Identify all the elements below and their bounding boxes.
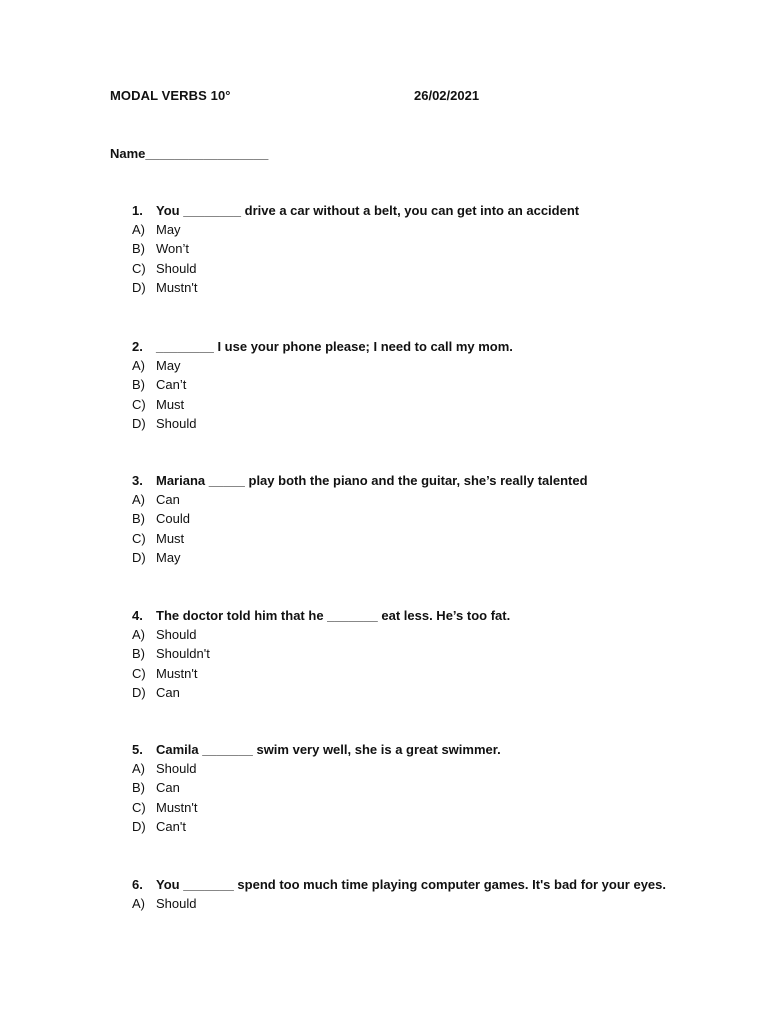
option-text: Should bbox=[156, 896, 197, 911]
option-letter: D) bbox=[132, 279, 146, 295]
option-text: Should bbox=[156, 761, 197, 776]
answer-option-a bbox=[132, 625, 672, 644]
question-6 bbox=[132, 875, 672, 913]
option-letter: B) bbox=[132, 780, 145, 796]
option-text: Mustn't bbox=[156, 665, 198, 681]
question-stem bbox=[132, 875, 672, 894]
option-text: Must bbox=[156, 530, 185, 546]
question-2 bbox=[132, 337, 672, 433]
option-letter: D) bbox=[132, 415, 146, 431]
worksheet-date: 26/02/2021 bbox=[414, 88, 480, 103]
answer-option-b bbox=[132, 509, 672, 528]
option-text: Must bbox=[156, 396, 185, 412]
option-text: Could bbox=[156, 511, 190, 527]
question-number: 1. bbox=[132, 203, 143, 218]
option-letter: C) bbox=[132, 396, 146, 412]
option-letter: C) bbox=[132, 530, 146, 546]
option-letter: B) bbox=[132, 377, 145, 393]
question-stem bbox=[132, 337, 672, 356]
option-letter: A) bbox=[132, 896, 145, 911]
answer-option-d bbox=[132, 414, 672, 433]
answer-option-c bbox=[132, 395, 672, 414]
option-text: Can bbox=[156, 780, 180, 796]
option-text: May bbox=[156, 222, 181, 237]
question-number: 2. bbox=[132, 339, 143, 354]
name-field-label: Name_________________ bbox=[110, 146, 269, 161]
answer-option-d bbox=[132, 278, 672, 297]
answer-option-b bbox=[132, 239, 672, 258]
question-number: 6. bbox=[132, 877, 143, 892]
answer-option-b bbox=[132, 375, 672, 394]
option-letter: D) bbox=[132, 684, 146, 700]
option-letter: B) bbox=[132, 241, 145, 257]
question-3 bbox=[132, 471, 672, 567]
option-letter: A) bbox=[132, 761, 145, 776]
option-text: May bbox=[156, 358, 181, 373]
option-letter: C) bbox=[132, 260, 146, 276]
question-stem bbox=[132, 740, 672, 759]
option-letter: C) bbox=[132, 665, 146, 681]
option-text: May bbox=[156, 549, 181, 565]
option-letter: B) bbox=[132, 646, 145, 662]
option-letter: A) bbox=[132, 627, 145, 642]
question-text: You _______ spend too much time playing computer games. It's bad for your eyes. bbox=[156, 877, 666, 892]
option-letter: A) bbox=[132, 222, 145, 237]
worksheet-title: MODAL VERBS 10° bbox=[110, 88, 231, 103]
option-letter: A) bbox=[132, 492, 145, 507]
option-letter: B) bbox=[132, 511, 145, 527]
option-text: Shouldn't bbox=[156, 646, 210, 662]
question-text: ________ I use your phone please; I need to call my mom. bbox=[156, 339, 513, 354]
question-text: Mariana _____ play both the piano and the guitar, she’s really talented bbox=[156, 473, 588, 488]
option-letter: D) bbox=[132, 549, 146, 565]
option-letter: D) bbox=[132, 818, 146, 834]
question-number: 4. bbox=[132, 608, 143, 623]
question-text: The doctor told him that he _______ eat less. He’s too fat. bbox=[156, 608, 511, 623]
question-text: Camila _______ swim very well, she is a great swimmer. bbox=[156, 742, 501, 757]
option-letter: C) bbox=[132, 799, 146, 815]
question-stem bbox=[132, 471, 672, 490]
option-text: Mustn't bbox=[156, 799, 198, 815]
answer-option-a bbox=[132, 894, 672, 913]
question-4 bbox=[132, 606, 672, 702]
answer-option-a bbox=[132, 356, 672, 375]
answer-option-d bbox=[132, 817, 672, 836]
answer-option-d bbox=[132, 548, 672, 567]
option-text: Should bbox=[156, 260, 197, 276]
option-text: Can bbox=[156, 684, 180, 700]
answer-option-c bbox=[132, 529, 672, 548]
answer-option-a bbox=[132, 759, 672, 778]
option-text: Can bbox=[156, 492, 180, 507]
option-text: Can't bbox=[156, 818, 186, 834]
answer-option-a bbox=[132, 490, 672, 509]
question-number: 5. bbox=[132, 742, 143, 757]
option-text: Mustn't bbox=[156, 279, 198, 295]
question-5 bbox=[132, 740, 672, 836]
answer-option-c bbox=[132, 664, 672, 683]
option-text: Can’t bbox=[156, 377, 187, 393]
question-stem bbox=[132, 201, 672, 220]
question-text: You ________ drive a car without a belt, you can get into an accident bbox=[156, 203, 580, 218]
option-letter: A) bbox=[132, 358, 145, 373]
answer-option-b bbox=[132, 778, 672, 797]
answer-option-d bbox=[132, 683, 672, 702]
option-text: Should bbox=[156, 415, 197, 431]
answer-option-c bbox=[132, 259, 672, 278]
question-1 bbox=[132, 201, 672, 297]
answer-option-b bbox=[132, 644, 672, 663]
option-text: Should bbox=[156, 627, 197, 642]
question-stem bbox=[132, 606, 672, 625]
option-text: Won’t bbox=[156, 241, 189, 257]
answer-option-a bbox=[132, 220, 672, 239]
question-number: 3. bbox=[132, 473, 143, 488]
answer-option-c bbox=[132, 798, 672, 817]
